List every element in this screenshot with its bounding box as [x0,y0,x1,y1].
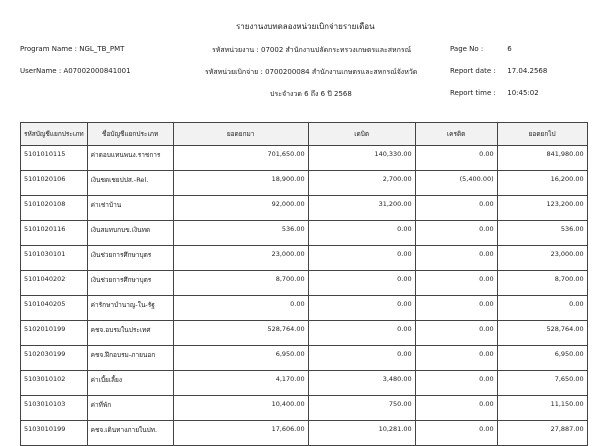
date-label: Report date : [450,67,496,75]
carried-forward-cell: 23,000.00 [497,246,587,271]
debit-cell: 31,200.00 [308,196,415,221]
table-row [21,371,588,396]
carried-forward-cell: 536.00 [497,221,587,246]
program-value: NGL_TB_PMT [79,45,125,53]
carried-forward-cell: 6,950.00 [497,346,587,371]
brought-forward-cell: 92,000.00 [173,196,308,221]
account-name-cell: ค่าที่พัก [87,396,173,421]
table-row [21,246,588,271]
table-row [21,146,588,171]
header-account-code: รหัสบัญชีแยกประเภท [21,123,88,146]
debit-cell: 0.00 [308,271,415,296]
debit-cell: 10,281.00 [308,421,415,446]
table-row [21,396,588,421]
program-label: Program Name : [20,45,77,53]
brought-forward-cell: 528,764.00 [173,321,308,346]
carried-forward-cell: 0.00 [497,296,587,321]
carried-forward-cell: 841,980.00 [497,146,587,171]
page-number [450,45,512,53]
account-name-cell: ค่าเบี้ยเลี้ยง [87,371,173,396]
table-body [21,146,588,446]
table-row [21,171,588,196]
time-value: 10:45:02 [507,89,539,97]
disbursing-unit-line: รหัสหน่วยเบิกจ่าย : 0700200084 สำนักงานเกษตรและสหกรณ์จังหวัด [205,68,418,76]
carried-forward-cell: 27,887.00 [497,421,587,446]
account-code-cell: 5103010103 [21,396,88,421]
debit-cell: 0.00 [308,221,415,246]
account-name-cell: เงินชดเชยปปส.-Rel. [87,171,173,196]
time-label: Report time : [450,89,496,97]
table-row [21,271,588,296]
report-title: รายงานงบทดลองหน่วยเบิกจ่ายรายเดือน [236,22,375,31]
debit-cell: 0.00 [308,296,415,321]
date-value: 17.04.2568 [507,67,548,75]
page-label: Page No : [450,45,484,53]
account-code-cell: 5103010102 [21,371,88,396]
header-brought-forward: ยอดยกมา [173,123,308,146]
carried-forward-cell: 123,200.00 [497,196,587,221]
credit-cell: 0.00 [415,246,497,271]
account-name-cell: เงินช่วยการศึกษาบุตร [87,271,173,296]
table-row [21,296,588,321]
header-debit: เดบิต [308,123,415,146]
credit-cell: 0.00 [415,146,497,171]
brought-forward-cell: 10,400.00 [173,396,308,421]
credit-cell: 0.00 [415,271,497,296]
table-row [21,421,588,446]
account-name-cell: ค่ารักษาบำนาญ-ใน-รัฐ [87,296,173,321]
brought-forward-cell: 4,170.00 [173,371,308,396]
brought-forward-cell: 0.00 [173,296,308,321]
debit-cell: 3,480.00 [308,371,415,396]
user-name [20,67,131,75]
table-header-row [21,123,588,146]
header-credit: เครดิต [415,123,497,146]
table-row [21,346,588,371]
credit-cell: 0.00 [415,196,497,221]
report-time [450,89,539,97]
debit-cell: 0.00 [308,246,415,271]
carried-forward-cell: 7,650.00 [497,371,587,396]
account-code-cell: 5102030199 [21,346,88,371]
account-name-cell: ค่าเช่าบ้าน [87,196,173,221]
account-code-cell: 5101040202 [21,271,88,296]
credit-cell: 0.00 [415,421,497,446]
account-code-cell: 5101020106 [21,171,88,196]
credit-cell: (5,400.00) [415,171,497,196]
brought-forward-cell: 17,606.00 [173,421,308,446]
carried-forward-cell: 16,200.00 [497,171,587,196]
account-name-cell: คชจ.ฝึกอบรม-ภายนอก [87,346,173,371]
credit-cell: 0.00 [415,296,497,321]
account-code-cell: 5101020116 [21,221,88,246]
period-line: ประจำงวด 6 ถึง 6 ปี 2568 [270,90,352,98]
credit-cell: 0.00 [415,221,497,246]
debit-cell: 0.00 [308,321,415,346]
brought-forward-cell: 6,950.00 [173,346,308,371]
report-date [450,67,547,75]
user-value: A07002000841001 [63,67,131,75]
page-value: 6 [507,45,512,53]
account-name-cell: คชจ.เดินทางภายในปท. [87,421,173,446]
table-row [21,196,588,221]
credit-cell: 0.00 [415,396,497,421]
account-code-cell: 5101010115 [21,146,88,171]
account-name-cell: เงินช่วยการศึกษาบุตร [87,246,173,271]
header-carried-forward: ยอดยกไป [497,123,587,146]
account-name-cell: คชจ.อบรมในประเทศ [87,321,173,346]
credit-cell: 0.00 [415,321,497,346]
account-name-cell: ค่าตอบแทนพนง.ราชการ [87,146,173,171]
brought-forward-cell: 8,700.00 [173,271,308,296]
debit-cell: 0.00 [308,346,415,371]
credit-cell: 0.00 [415,371,497,396]
table-row [21,321,588,346]
account-code-cell: 5101040205 [21,296,88,321]
agency-line: รหัสหน่วยงาน : 07002 สำนักงานปลัดกระทรวงเกษตรและสหกรณ์ [212,46,412,54]
account-code-cell: 5101020108 [21,196,88,221]
account-code-cell: 5101030101 [21,246,88,271]
debit-cell: 140,330.00 [308,146,415,171]
program-name [20,45,124,53]
credit-cell: 0.00 [415,346,497,371]
carried-forward-cell: 528,764.00 [497,321,587,346]
debit-cell: 750.00 [308,396,415,421]
carried-forward-cell: 11,150.00 [497,396,587,421]
account-code-cell: 5102010199 [21,321,88,346]
header-account-name: ชื่อบัญชีแยกประเภท [87,123,173,146]
user-label: UserName : [20,67,62,75]
brought-forward-cell: 701,650.00 [173,146,308,171]
brought-forward-cell: 23,000.00 [173,246,308,271]
account-code-cell: 5103010199 [21,421,88,446]
table-row [21,221,588,246]
trial-balance-table [20,122,588,446]
brought-forward-cell: 18,900.00 [173,171,308,196]
debit-cell: 2,700.00 [308,171,415,196]
carried-forward-cell: 8,700.00 [497,271,587,296]
account-name-cell: เงินสมทบกบข.เงินทด [87,221,173,246]
brought-forward-cell: 536.00 [173,221,308,246]
